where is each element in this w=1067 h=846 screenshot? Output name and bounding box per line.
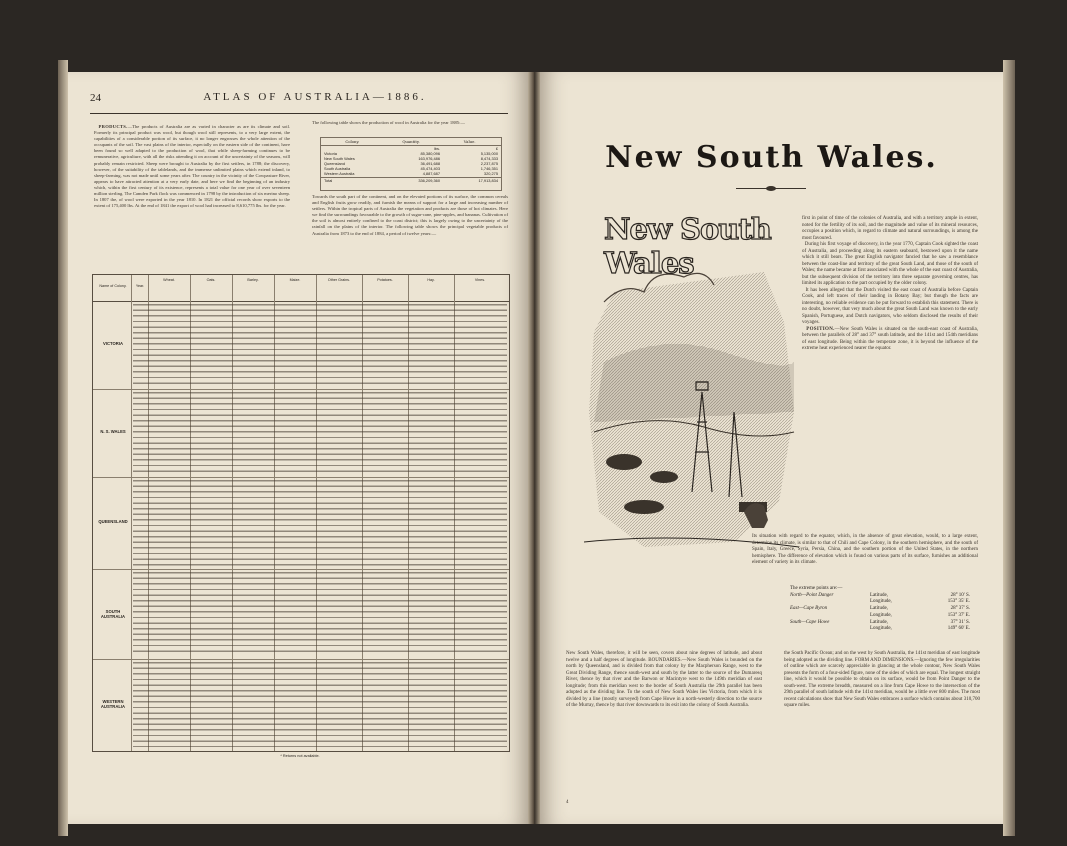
products-column (94, 124, 290, 209)
dutch-paragraph: It has been alleged that the Dutch visited the east coast of Australia before Captain Cook, and left traces of their landing in Botany Bay; but though the facts are interesting, no reliable evidence can be put forward to establish this statement. There is no doubt, however, that very much about the great South Land was known to the early Spanish, Portuguese, and Dutch navigators, who seldom disclosed the results of their voyages. (802, 287, 979, 325)
col-maize: Maize. (289, 278, 301, 282)
list-item: East—Cape Byron Latitude, 28° 37' S. (790, 606, 970, 612)
products-heading: PRODUCTS. (98, 124, 128, 129)
wool-total-row: Total 336,209,360 17,913,834 (321, 177, 501, 183)
running-head-title: ATLAS OF AUSTRALIA—1886. (203, 91, 427, 103)
colony-name: VICTORIA (103, 341, 123, 346)
position-heading: POSITION. (806, 326, 835, 332)
col-barley: Barley. (247, 278, 259, 282)
colony-name: SOUTH AUSTRALIA (100, 609, 126, 619)
position-text: —New South Wales is situated on the south-east coast of Australia, between the parallels of 28° and 37° south latitude, and the 141st and 154th meridians of east longitude. Being within the temperate zone, it is beyond the influence of the extreme heat experienced nearer the equator. (802, 326, 979, 351)
boundaries-column: New South Wales, therefore, it will be seen, covers about nine degrees of latitude, and about twelve and a half degrees of longitude. BOUNDARIES.—New South Wales is bounded on the north by Queensland, and is divided from that colony by the Macpherson Range, west to the Great Dividing Range, thence south-west and south by the latter to the source of the Dumaresq River, thence by that river and the Barwon or Macintyre west to the 149th meridian of east longitude; from this meridian west to the border of South Australia the 29th parallel has been adopted as the dividing line. To the south of New South Wales lies Victoria, from which it is divided by a line (mostly surveyed) from Cape Howe in a north-westerly direction to the source of the Murray, thence by that river downwards to its exit into the colony of South Australia. (566, 651, 762, 708)
products-text: —The products of Australia are as varied in character as are its climate and soil. Formerly its principal product was wool, but though wool still represents, to a very large extent, the capabilities of a considerable portion of its surface, it no longer engrosses the whole attention of the occupants of the soil. The vast plains of the interior, especially on the eastern side of the continent, have been found so well adapted to the production of wool, that while sheep-farming continues to be remunerative, agriculture, with all the risks attending it on account of the uncertainty of the seasons, will probably remain restricted. Sheep were brought to Australia by the first settlers, in 1788; the discovery, however, of the suitability of the tablelands, and the immense unlimited plains which extend inland, to sheep-farming, was not made until some years after. The country in the vicinity of the Cowpasture River, appears to have attracted attention at a very early date, and here we find the beginning of an industry which, within the first century of its existence, represents a total value for one year of over seventeen million sterling. The Camden Park flock was commenced in 1798 by the introduction of six merino sheep. In 1807 the, of wool were exported in the year 1810. In 1821 the official records show exports to the extent of 175,400 lbs. At the end of 1841 the export of wool had increased to 8,610,775 lbs. for the year. (94, 124, 290, 209)
situation-paragraph: Its situation with regard to the equator, which, in the absence of great elevation, would, to a large extent, determine its climate, is similar to that of Chili and Cape Colony, in the southern hemisphere, and the south of Spain, Italy, Greece, Syria, Persia, China, and the southern portion of the United States, in the northern hemisphere. The difference of elevation which is found on various parts of its surface, furnishes an additional element of variety in its climate. (752, 534, 978, 565)
intro-text: first in point of time of the colonies of Australia, and with a territory ample in extent, noted for the fertility of its soil, and the magnitude and value of its mineral resources, occupies a position which, in regard to climate and natural surroundings, is among the most favoured. (802, 216, 978, 241)
col-vines: Vines. (474, 278, 486, 282)
form-dimensions-column: the South Pacific Ocean; and on the west by South Australia, the 141st meridian of east longitude being adopted as the dividing line. FORM AND DIMENSIONS.—Ignoring the few irregularities of outline which are scarcely appreciable in glancing at the whole contour, New South Wales presents the form of a four-sided figure, none of the sides of which are equal. The longest straight line, which it would be possible to obtain on its surface, would be from Point Danger to the south-west. The extreme breadth, measured on a line from Cape Howe to the intersection of the 29th parallel of south latitude with the 141st meridian, would be a little over 800 miles. The most recent calculations show that New South Wales embraces a surface which contains about 310,700 square miles. (784, 651, 980, 708)
col-oats: Oats. (206, 278, 216, 282)
table-row: Western Australia 4,887,687 320,275 (324, 171, 498, 176)
chapter-title: New South Wales. (605, 140, 938, 175)
colony-block-south-australia (93, 569, 509, 660)
colony-block-nsw (93, 389, 509, 478)
mining-landscape-engraving (584, 212, 799, 557)
right-page (540, 72, 1003, 824)
col-wheat: Wheat. (163, 278, 175, 282)
colony-name: QUEENSLAND (98, 519, 128, 524)
nsw-banner-lettering: New South Wales (604, 212, 771, 280)
left-page-edge (58, 60, 68, 836)
table-footnote: * Returns not available. (280, 754, 320, 758)
intro-column (802, 216, 978, 353)
cereals-column: Towards the south part of the continent, and on the elevated portions of its surface, the common cereals and English fruits grow readily, and furnish the means of support for a large and increasing number of settlers. Within the tropical parts of Australia the vegetation and products are those of hot climates. Here we find the surroundings favourable to the growth of sugar-cane, pine-apples, and bananas. Cultivation of the soil is almost entirely confined to the coast district; this is largely owing to the uncertainty of the rainfall on the plains of the interior. The following table shows the principal vegetable products of Australia from 1873 to the end of 1884, a period of twelve years:— (312, 194, 508, 236)
page-number: 24 (90, 92, 101, 104)
list-item: North—Point Danger Latitude, 28° 10' S. (790, 592, 970, 598)
extreme-points-label: The extreme points are:— (790, 586, 843, 591)
extreme-points-list (790, 586, 970, 633)
colony-name: N. S. WALES (100, 429, 126, 434)
colony-block-victoria (93, 301, 509, 390)
cook-paragraph: During his first voyage of discovery, in the year 1770, Captain Cook sighted the coast of Australia, and proceeding along its eastern seaboard, bestowed upon it the name which it still bears. The great English navigator fancied that he saw a resemblance between the coast-line and territory of the great South Land, and those of the south of Wales; the name became at first associated with the whole of the east coast of Australia, but the subsequent division of the territory into three separate governing centres, has limited its application to the part occupied by the older colony. (802, 242, 979, 286)
left-page (68, 72, 528, 824)
wool-production-table (320, 137, 502, 191)
table-row: Queensland 36,491,688 2,237,875 (324, 161, 498, 166)
right-page-edge (1003, 60, 1015, 836)
col-other-grains: Other Grains. (327, 278, 351, 282)
footer-mark: 4 (566, 800, 569, 805)
book-gutter (528, 72, 540, 824)
wool-table-header (321, 138, 501, 146)
table-row: New South Wales 163,976,486 8,474,333 (324, 156, 498, 161)
list-item: Longitude, 153° 35' E. (870, 599, 970, 605)
colony-block-queensland (93, 477, 509, 570)
col-potatoes: Potatoes. (377, 278, 393, 282)
wool-col-colony: Colony. (345, 139, 360, 144)
list-item: Longitude, 149° 60' E. (870, 626, 970, 632)
col-colony: Name of Colony. (99, 284, 127, 288)
title-ornament (766, 186, 776, 191)
running-header (90, 92, 508, 114)
wool-col-quantity: Quantity. (402, 139, 420, 144)
list-item: Longitude, 153° 37' E. (870, 612, 970, 618)
wool-units-row: lbs. £ (433, 146, 498, 151)
wool-intro: The following table shows the production of wool in Australia for the year 1885:— (312, 120, 465, 125)
colony-name: WESTERN AUSTRALIA (100, 699, 126, 709)
col-hay: Hay. (427, 278, 435, 282)
table-row: Victoria 85,380,096 5,135,000 (324, 151, 498, 156)
list-item: South—Cape Howe Latitude, 37° 31' S. (790, 619, 970, 625)
wool-col-value: Value. (463, 139, 476, 144)
colony-block-western-australia (93, 659, 509, 750)
vegetable-products-table (92, 274, 510, 752)
col-year: Year. (135, 284, 145, 288)
table-row: South Australia 45,474,403 1,746,351 (324, 166, 498, 171)
vegetable-table-header (93, 275, 509, 302)
